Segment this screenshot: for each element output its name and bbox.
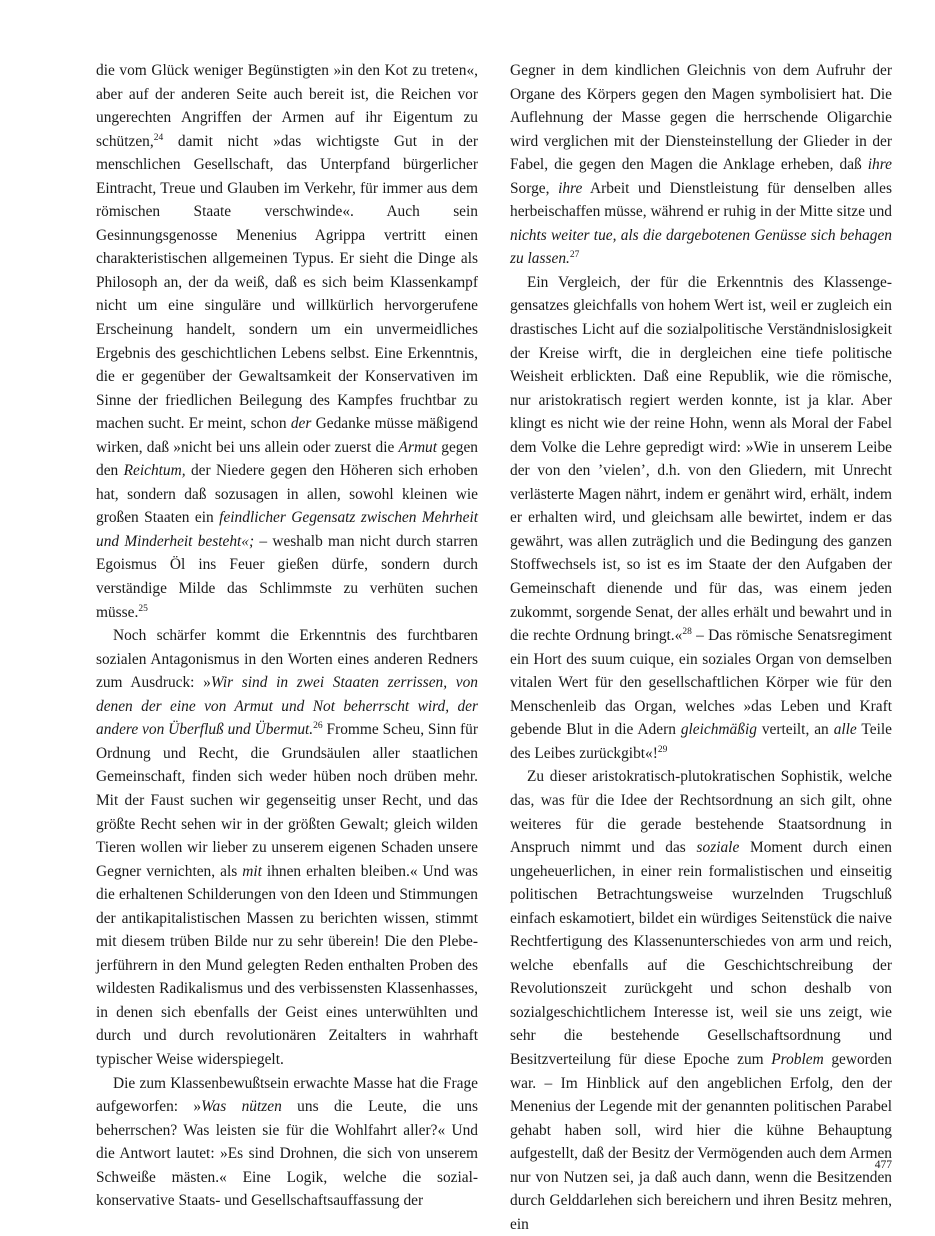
paragraph: Die zum Klassenbewußtsein erwachte Masse hat die Frage aufgeworfen: »Was nützen uns die Leute, die uns beherrschen? Was leisten sie für die Wohlfahrt aller?« Und die Antwort lautet: »Es sind Drohnen, die sich von unserem Schweiße mästen.« Eine Logik, welche die sozial-konservative Staats- und Gesellschaftsauffassung der: [96, 1074, 478, 1210]
paragraph: Zu dieser aristokratisch-plutokratischen Sophistik, welche das, was für die Idee der Rechtsordnung an sich gilt, ohne weiteres für die gerade bestehende Staatsordnung in Anspruch nimmt und das soziale Moment durch einen ungeheuerlichen, in einer rein formalistischen und einseitig politischen Betrachtungsweise wurzelnden Trugschluß einfach eskamotiert, bildet ein würdiges Seitenstück die naive Rechtfertigung des Klassenunterschiedes von arm und reich, welche ebenfalls auf die Geschichtschreibung der Revolutionszeit zurückgeht und schon deshalb von sozialgeschichtlichem Interesse ist, weil sie uns zeigt, wie sehr die bestehende Gesellschaftsordnung und Besitzverteilung für diese Epoche zum Problem geworden war. – Im Hinblick auf den angeblichen Erfolg, den der Menenius der Legende mit der genannten politischen Parabel gehabt haben soll, wird hier die kühne Behauptung aufgestellt, daß der Besitz der Vermögenden auch dem Armen nur von Nutzen sei, ja daß auch dann, wenn die Besitzenden durch Gelddarlehen sich bereichern und ihren Besitz mehren, ein: [510, 768, 893, 1233]
paragraph: Noch schärfer kommt die Erkenntnis des furchtbaren sozialen Antagonismus in den Worten eines anderen Redners zum Ausdruck: »Wir sind in zwei Staaten zerrissen, von denen der eine von Armut und Not beherrscht wird, der andere von Überfluß und Übermut.$^{26}$ Fromme Scheu, Sinn für Ordnung und Recht, die Grundsäulen aller staatlichen Gemeinschaft, finden sich weder hüben noch drüben mehr. Mit der Faust suchen wir gegenseitig unser Recht, und das größte Recht sehen wir in der größten Gewalt; gleich wilden Tieren wollen wir lieber zu unserem eigenen Schaden unsere Gegner vernichten, als mit ihnen erhalten bleiben.« Und was die erhaltenen Schilderungen von den Ideen und Stimmungen der antikapitalistischen Massen zu berichten wissen, stimmt mit diesem trüben Bilde nur zu sehr überein! Die den Plebejerführern in den Mund gelegten Reden enthalten Proben des wildesten Radikalismus und des verbissensten Klassenhasses, in denen sich ebenfalls der Geist eines unterwühlten und durch und durch revolutionären Zeitalters in wahrhaft typischer Weise widerspiegelt.: [96, 627, 479, 1068]
page-number: 477: [874, 1159, 892, 1171]
right-column: [510, 59, 892, 1236]
paragraph: Gegner in dem kindlichen Gleichnis von dem Aufruhr der Organe des Körpers gegen den Magen symbolisiert hat. Die Auflehnung der Masse gegen die herrschende Oligarchie wird verglichen mit der Diensteinstellung der Glieder in der Fabel, die gegen den Magen die Anklage erheben, daß ihre Sorge, ihre Arbeit und Dienstleistung für denselben alles herbeischaffen müsse, während er ruhig in der Mitte sitze und nichts weiter tue, als die dargebotenen Genüsse sich behagen zu lassen.$^{27}$: [510, 62, 893, 268]
paragraph: die vom Glück weniger Begünstigten »in den Kot zu treten«, aber auf der anderen Seite auch bereit ist, die Reichen vor ungerechten Angriffen der Armen auf ihr Eigentum zu schützen,$^{24}$ damit nicht »das wichtigste Gut in der menschlichen Gesellschaft, das Unterpfand bürgerlicher Eintracht, Treue und Glauben im Verkehr, für immer aus dem römischen Staate verschwinde«. Auch sein Gesinnungsgenosse Menenius Agrippa vertritt einen charakteristischen allgemeinen Typus. Er sieht die Dinge als Philosoph an, der da weiß, daß es sich beim Klassenkampf nicht um eine singuläre und willkürlich hervorgerufene Erscheinung handelt, sondern um ein unvermeidliches Ergebnis des geschichtlichen Lebens selbst. Eine Erkenntnis, die er gegenüber der Gewaltsamkeit der Konservativen im Sinne der friedlichen Beilegung des Kampfes fruchtbar zu machen sucht. Er meint, schon der Gedanke müsse mäßigend wirken, daß »nicht bei uns allein oder zuerst die Armut gegen den Reichtum, der Niedere gegen den Höheren sich erhoben hat, sondern daß sozusagen in allen, sowohl kleinen wie großen Staaten ein feindlicher Gegensatz zwischen Mehrheit und Minderheit besteht«; – weshalb man nicht durch starren Egoismus Öl ins Feuer gießen dürfe, sondern durch verständige Milde das Schlimmste zu verhüten suchen müsse.$^{25}$: [96, 62, 479, 621]
left-column: [96, 59, 478, 1213]
paragraph: Ein Vergleich, der für die Erkenntnis des Klassengegensatzes gleichfalls von hohem Wert ist, weil er zugleich ein drastisches Licht auf die sozialpolitische Verständnislosigkeit der Kreise wirft, die in dergleichen eine tiefe politische Weisheit erblickten. Daß eine Republik, wie die römische, nur aristokratisch regiert werden konnte, ist ja klar. Aber klingt es nicht wie der reine Hohn, wenn als Moral der Fabel dem Volke die Lehre gepredigt wird: »Wie in unserem Leibe der von den ’vielen’, d.h. von den Gliedern, mit Unrecht verlästerte Magen nährt, indem er genährt wird, erhält, indem er erhalten wird, und gleichsam alle bewirtet, indem er das gewährt, was allen zuträglich und die Bedingung des ganzen Stoffwechsels ist, so ist es im Staate der den Aufgaben der Gemeinschaft dienende und für das, was einem jeden zukommt, sorgende Senat, der alles erhält und bewahrt und in die rechte Ordnung bringt.«$^{28}$ – Das römische Senatsregiment ein Hort des suum cuique, ein soziales Organ von demselben vitalen Wert für den gesellschaftlichen Körper wie für den Menschenleib das Organ, welches »das Leben und Kraft gebende Blut in die Adern gleichmäßig verteilt, an alle Teile des Leibes zurückgibt«!$^{29}$: [510, 273, 892, 762]
